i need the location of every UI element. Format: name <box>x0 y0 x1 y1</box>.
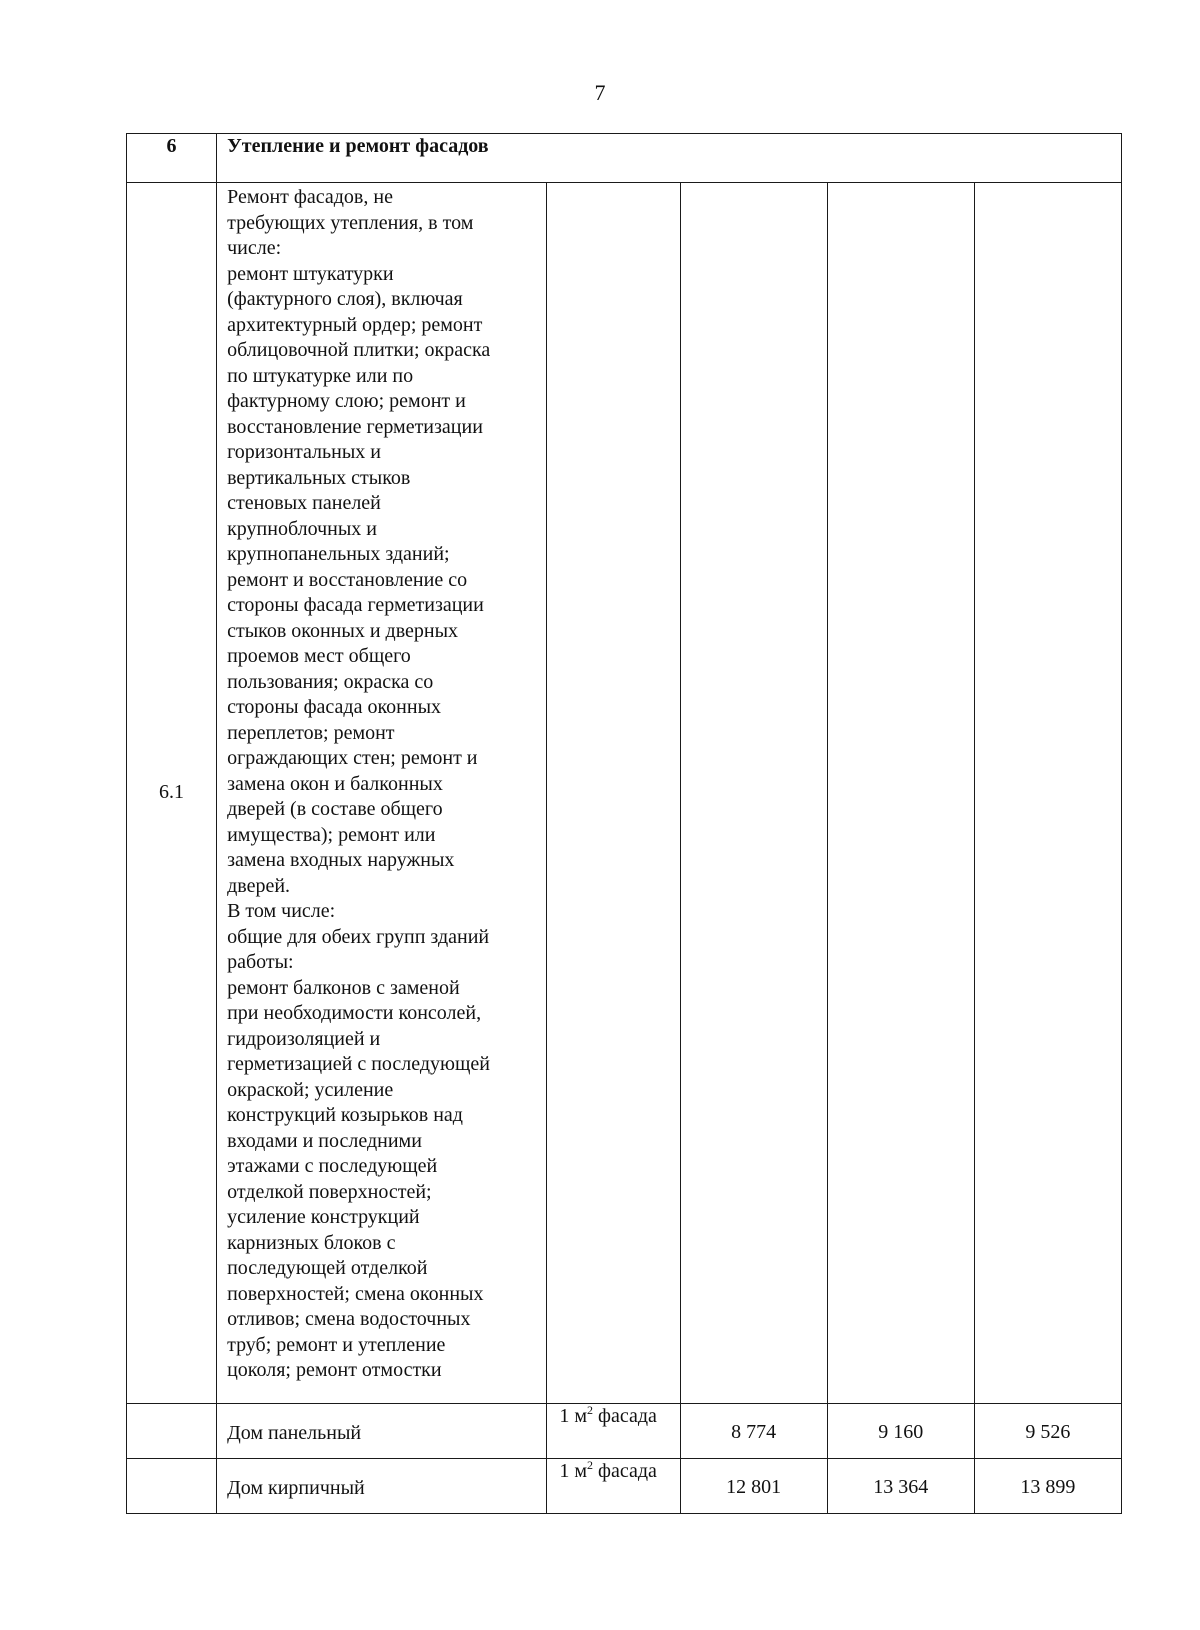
house-type-label: Дом панельный <box>217 1404 547 1459</box>
empty-number-cell <box>127 1404 217 1459</box>
item-number: 6.1 <box>127 183 217 1404</box>
house-type-label: Дом кирпичный <box>217 1459 547 1514</box>
unit-cell <box>547 1404 680 1459</box>
table-row-brick-house <box>127 1459 1122 1514</box>
section-number: 6 <box>127 134 217 183</box>
empty-unit-cell <box>547 183 680 1404</box>
unit-prefix: 1 м <box>559 1460 588 1482</box>
empty-value-cell-3 <box>974 183 1121 1404</box>
section-title: Утепление и ремонт фасадов <box>217 134 1122 183</box>
unit-suffix: фасада <box>593 1460 657 1482</box>
empty-number-cell <box>127 1459 217 1514</box>
section-header-row <box>127 134 1122 183</box>
unit-superscript: 2 <box>587 1403 594 1417</box>
table-row-panel-house <box>127 1404 1122 1459</box>
unit-suffix: фасада <box>593 1405 657 1427</box>
empty-value-cell-2 <box>827 183 974 1404</box>
unit-superscript: 2 <box>587 1458 594 1472</box>
value-cell: 12 801 <box>680 1459 827 1514</box>
item-row <box>127 183 1122 1404</box>
empty-value-cell-1 <box>680 183 827 1404</box>
value-cell: 9 526 <box>974 1404 1121 1459</box>
page-number: 7 <box>594 80 606 105</box>
unit-prefix: 1 м <box>559 1405 588 1427</box>
value-cell: 13 364 <box>827 1459 974 1514</box>
cost-table <box>126 133 1122 1514</box>
value-cell: 13 899 <box>974 1459 1121 1514</box>
item-description: Ремонт фасадов, не требующих утепления, в том числе: ремонт штукатурки (фактурного слоя), включая архитектурный ордер; ремонт облицовочной плитки; окраска по штукатурке или по фактурному слою; ремонт и восстановление герметизации горизонтальных и вертикальных стыков стеновых панелей крупноблочных и крупнопанельных зданий; ремонт и восстановление со стороны фасада герметизации стыков оконных и дверных проемов мест общего пользования; окраска со стороны фасада оконных переплетов; ремонт ограждающих стен; ремонт и замена окон и балконных дверей (в составе общего имущества); ремонт или замена входных наружных дверей. В том числе: общие для обеих групп зданий работы: ремонт балконов с заменой при необходимости консолей, гидроизоляцией и герметизацией с последующей окраской; усиление конструкций козырьков над входами и последними этажами с последующей отделкой поверхностей; усиление конструкций карнизных блоков с последующей отделкой поверхностей; смена оконных отливов; смена водосточных труб; ремонт и утепление цоколя; ремонт отмостки <box>217 183 547 1404</box>
value-cell: 8 774 <box>680 1404 827 1459</box>
unit-cell <box>547 1459 680 1514</box>
value-cell: 9 160 <box>827 1404 974 1459</box>
